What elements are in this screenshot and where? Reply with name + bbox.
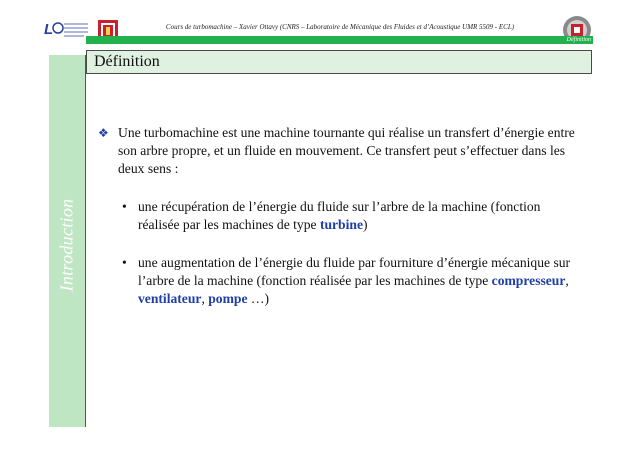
slide-title: Définition [94,53,160,70]
bullet2-keyword-1: compresseur [491,273,566,288]
bullet2-text: une augmentation de l’énergie du fluide par fourniture d’énergie mécanique sur l’arbre de la machine (fonction réalisée par les machines de type [138,255,571,288]
vertical-divider [85,55,86,427]
bullet1-end: ) [363,217,368,232]
bullet-item [98,254,578,308]
header-course-title: Cours de turbomachine – Xavier Ottavy (CNRS – Laboratoire de Mécanique des Fluides et d’Acoustique UMR 5509 - ECL) [165,23,515,31]
intro-paragraph [98,124,578,178]
bullet2-end: …) [247,291,270,306]
bullet2-sep-1: , [565,273,569,288]
diamond-bullet-icon: ❖ [98,126,109,140]
bullet1-keyword: turbine [319,217,363,232]
bullet1-text: une récupération de l’énergie du fluide sur l’arbre de la machine (fonction réalisée par les machines de type [138,199,541,232]
bullet2-keyword-2: ventilateur [138,291,202,306]
bullet2-sep-2: , [201,291,209,306]
bullet2-keyword-3: pompe [208,291,248,306]
svg-text:L: L [44,21,54,38]
sidebar-label: Introduction [56,198,77,292]
bullet-dot-icon: • [122,199,127,214]
intro-text: Une turbomachine est une machine tournante qui réalise un transfert d’énergie entre son arbre propre, et un fluide en mouvement. Ce transfert peut s’effectuer dans les deux sens : [118,125,575,176]
bullet-dot-icon: • [122,255,127,270]
lmfa-logo [44,18,90,42]
title-box [86,50,592,74]
header-section-tag: Définition [566,37,591,43]
slide-content [98,124,578,308]
bullet-item [98,198,578,234]
